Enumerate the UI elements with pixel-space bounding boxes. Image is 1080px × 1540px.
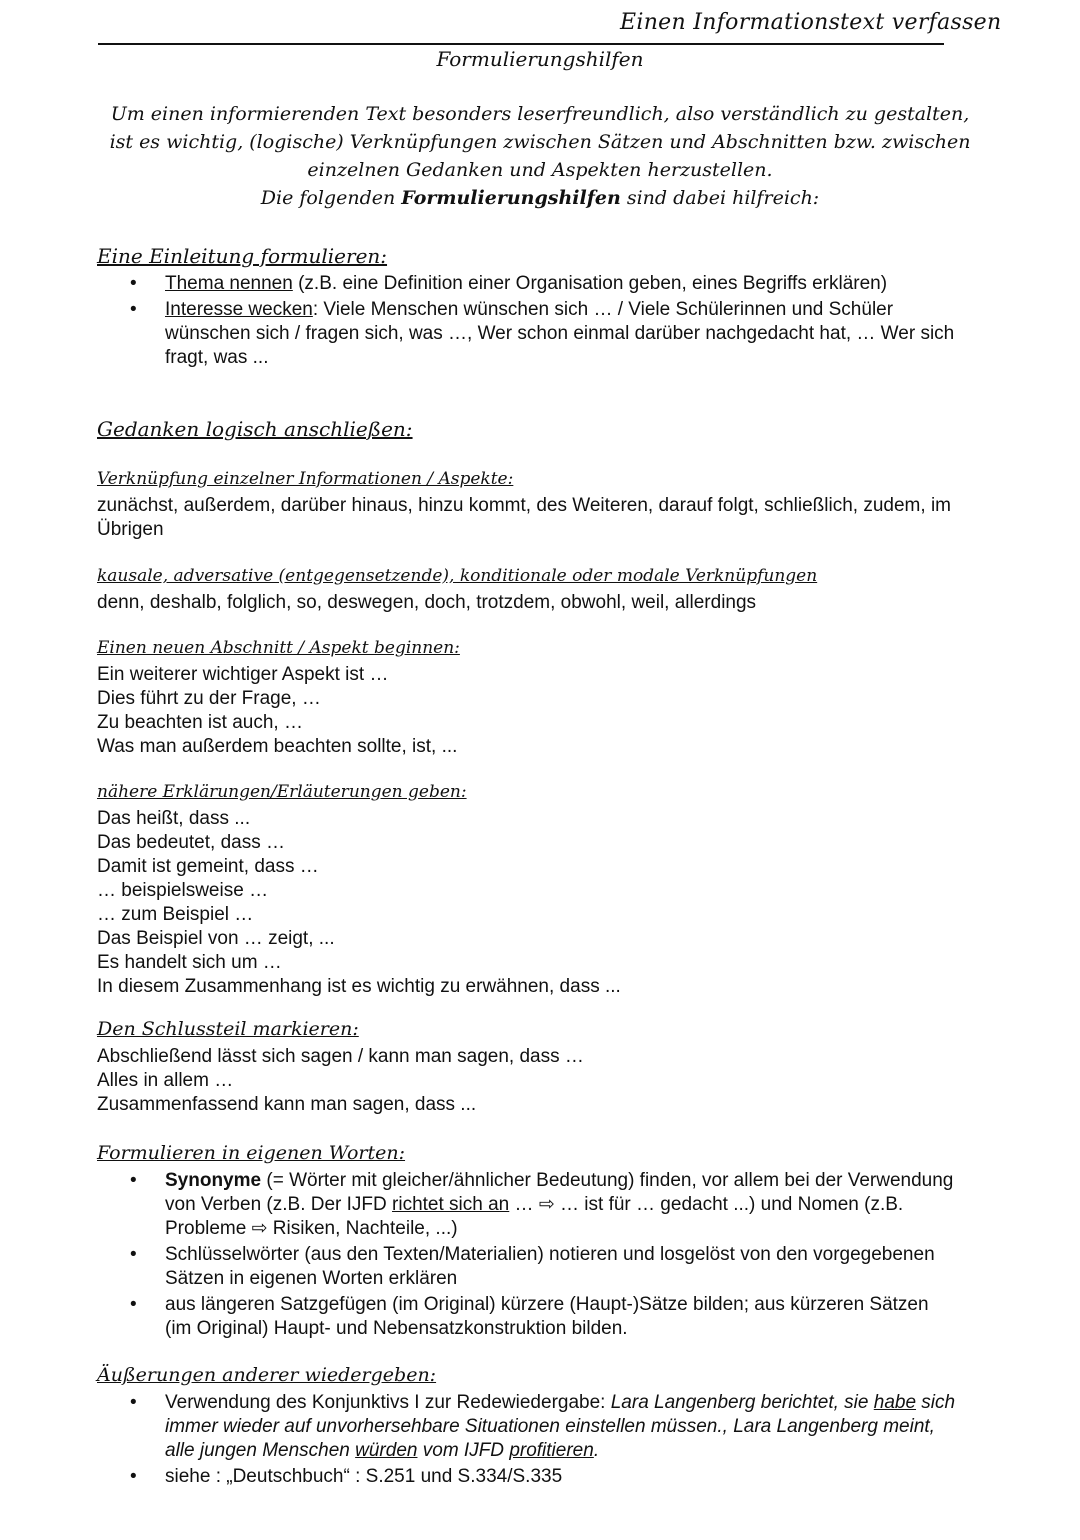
example-text: sich immer wieder auf unvorhersehbare Situationen einstellen müssen., Lara Langenberg meint, alle jungen Menschen — [165, 1392, 956, 1461]
section-eigene-worte — [97, 1141, 957, 1343]
list-text: … ⇨ … ist für … gedacht ...) und Nomen (z.B. Probleme ⇨ Risiken, Nachteile, ...) — [165, 1194, 904, 1239]
list-text: aus längeren Satzgefügen (im Original) kürzere (Haupt-)Sätze bilden; aus kürzeren Sätzen (im Original) Haupt- und Nebensatzkonstruktion bilden. — [165, 1294, 929, 1339]
list-text: (= Wörter mit gleicher/ähnlicher Bedeutung) finden, vor allem bei der Verwendung von Verben (z.B. Der IJFD — [165, 1170, 954, 1215]
underlined-term: habe — [873, 1392, 917, 1413]
intro-text: sind dabei hilfreich: — [620, 187, 820, 209]
underlined-term: richtet sich an — [392, 1194, 510, 1215]
intro-line: ist es wichtig, (logische) Verknüpfungen zwischen Sätzen und Abschnitten bzw. zwischen — [109, 131, 971, 153]
subsection-heading: kausale, adversative (entgegensetzende), konditionale oder modale Verknüpfungen — [97, 566, 818, 586]
connector-list: zunächst, außerdem, darüber hinaus, hinzu kommt, des Weiteren, darauf folgt, schließlich, zudem, im Übrigen — [97, 495, 951, 540]
subsection-kausal — [97, 564, 957, 615]
section-heading: Gedanken logisch anschließen: — [97, 417, 413, 441]
phrase-line: Das bedeutet, dass … — [97, 832, 285, 853]
subsection-heading: Einen neuen Abschnitt / Aspekt beginnen: — [97, 638, 460, 658]
intro-paragraph — [95, 100, 985, 212]
subsection-heading: nähere Erklärungen/Erläuterungen geben: — [97, 782, 467, 802]
phrase-line: Alles in allem … — [97, 1070, 234, 1091]
list-item — [97, 298, 957, 370]
page-subtitle: Formulierungshilfen — [436, 47, 644, 71]
list-text: Verwendung des Konjunktivs I zur Redewiedergabe: — [165, 1392, 611, 1413]
section-schluss — [97, 1017, 957, 1117]
section-heading: Formulieren in eigenen Worten: — [97, 1142, 406, 1164]
example-text: Lara Langenberg berichtet, sie — [610, 1392, 874, 1413]
phrase-line: Zu beachten ist auch, … — [97, 712, 303, 733]
connector-list: denn, deshalb, folglich, so, deswegen, doch, trotzdem, obwohl, weil, allerdings — [97, 592, 757, 613]
bullet-icon: • — [130, 1392, 137, 1413]
phrase-line: … zum Beispiel … — [97, 904, 254, 925]
phrase-line: Abschließend lässt sich sagen / kann man sagen, dass … — [97, 1046, 584, 1067]
header-title: Einen Informationstext verfassen — [620, 10, 1002, 35]
section-abschnitt — [97, 636, 957, 759]
underlined-term: Thema nennen — [165, 273, 293, 294]
underlined-term: profitieren — [509, 1440, 594, 1461]
bullet-icon: • — [130, 1244, 137, 1265]
phrase-line: In diesem Zusammenhang ist es wichtig zu erwähnen, dass ... — [97, 976, 621, 997]
underlined-term: würden — [355, 1440, 418, 1461]
list-text: siehe : „Deutschbuch“ : S.251 und S.334/S.335 — [165, 1466, 563, 1487]
list-item — [97, 1293, 957, 1341]
list-text: (z.B. eine Definition einer Organisation geben, eines Begriffs erklären) — [292, 273, 888, 294]
example-text: vom IJFD — [417, 1440, 510, 1461]
underlined-term: Interesse wecken — [165, 299, 313, 320]
bold-term: Synonyme — [165, 1170, 262, 1191]
list-item — [97, 1391, 957, 1463]
section-aeusserungen — [97, 1363, 957, 1491]
intro-line: Um einen informierenden Text besonders leserfreundlich, also verständlich zu gestalten, — [110, 103, 970, 125]
header-rule — [98, 43, 944, 45]
phrase-line: Damit ist gemeint, dass … — [97, 856, 319, 877]
phrase-line: Dies führt zu der Frage, … — [97, 688, 321, 709]
phrase-line: Es handelt sich um … — [97, 952, 282, 973]
example-text: . — [593, 1440, 600, 1461]
list-text: Schlüsselwörter (aus den Texten/Materialien) notieren und losgelöst von den vorgegebenen Sätzen in eigenen Worten erklären — [165, 1244, 935, 1289]
list-item — [97, 272, 957, 296]
list-text: : Viele Menschen wünschen sich … / Viele Schülerinnen und Schüler wünschen sich / fragen sich, was …, Wer schon einmal darüber nachgedacht hat, … Wer sich fragt, was ... — [165, 299, 955, 368]
section-heading: Äußerungen anderer wiedergeben: — [97, 1364, 437, 1386]
bullet-icon: • — [130, 1170, 137, 1191]
section-einleitung — [97, 244, 957, 372]
phrase-line: Was man außerdem beachten sollte, ist, ... — [97, 736, 458, 757]
phrase-line: … beispielsweise … — [97, 880, 269, 901]
list-item — [97, 1243, 957, 1291]
subsection-verknuepfung — [97, 467, 957, 542]
section-heading: Den Schlussteil markieren: — [97, 1018, 359, 1040]
phrase-line: Zusammenfassend kann man sagen, dass ... — [97, 1094, 477, 1115]
section-gedanken — [97, 417, 957, 445]
phrase-line: Das Beispiel von … zeigt, ... — [97, 928, 335, 949]
subsection-heading: Verknüpfung einzelner Informationen / Aspekte: — [97, 469, 514, 489]
section-erklaerungen — [97, 780, 957, 999]
list-item — [97, 1465, 957, 1489]
list-item — [97, 1169, 957, 1241]
phrase-line: Ein weiterer wichtiger Aspekt ist … — [97, 664, 389, 685]
bullet-icon: • — [130, 273, 137, 294]
intro-line: einzelnen Gedanken und Aspekten herzustellen. — [307, 159, 773, 181]
bullet-icon: • — [130, 1466, 137, 1487]
intro-text: Die folgenden — [260, 187, 402, 209]
section-heading: Eine Einleitung formulieren: — [97, 244, 388, 268]
phrase-line: Das heißt, dass ... — [97, 808, 251, 829]
bullet-icon: • — [130, 299, 137, 320]
intro-bold-term: Formulierungshilfen — [401, 187, 621, 209]
bullet-icon: • — [130, 1294, 137, 1315]
intro-line — [95, 184, 985, 212]
